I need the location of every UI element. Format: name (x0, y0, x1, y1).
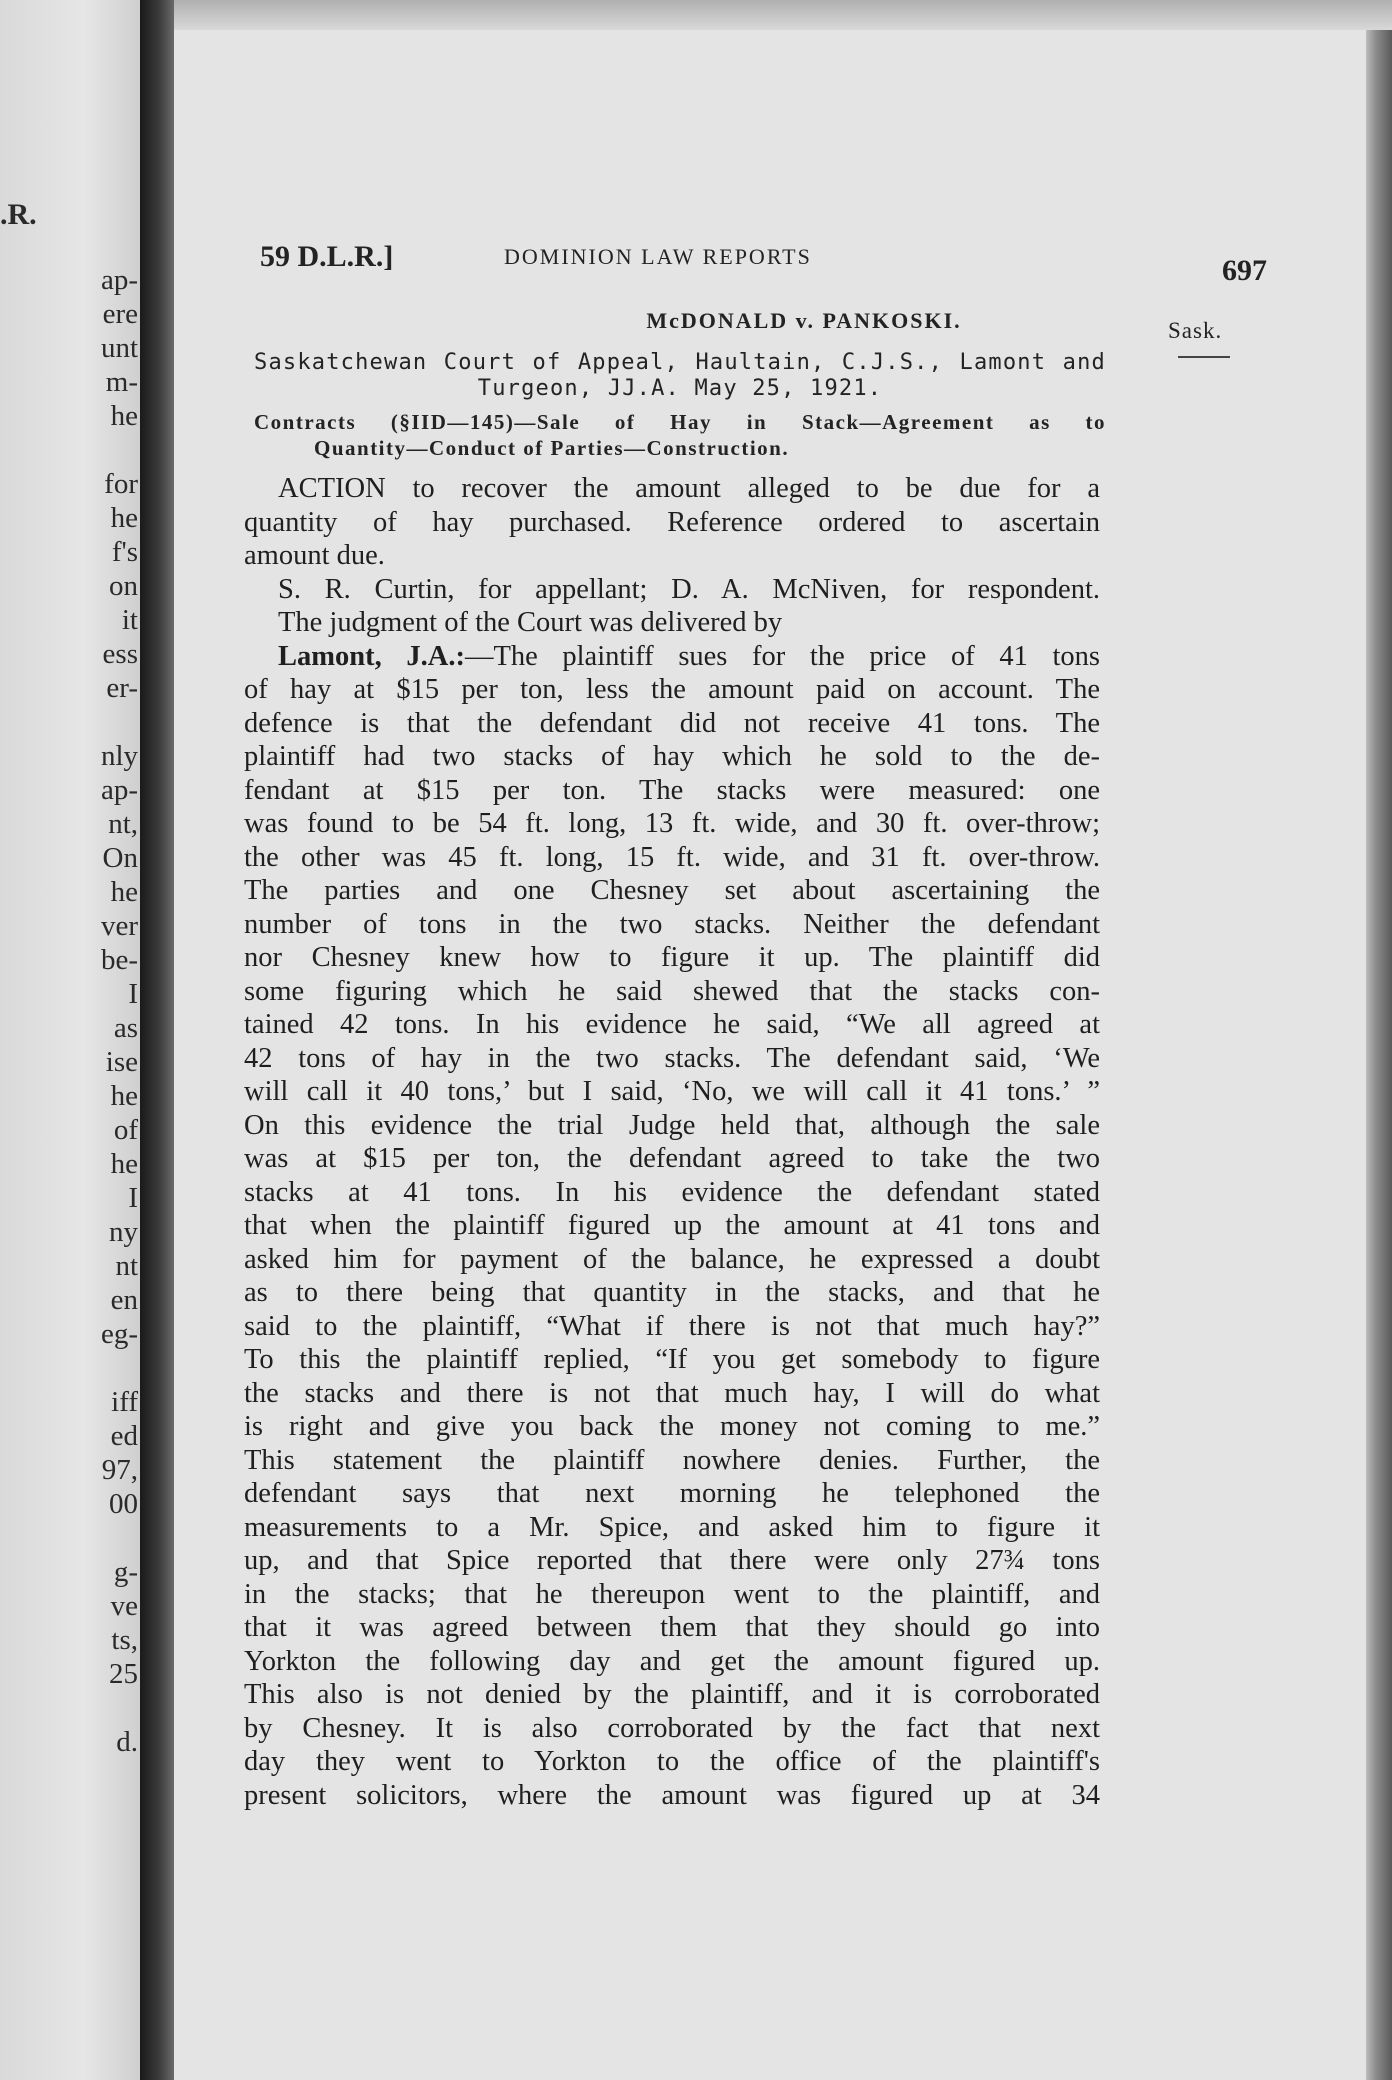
body-line (244, 1276, 1100, 1310)
facing-page-text-fragment: he (110, 1080, 138, 1112)
body-line-text: stacks at 41 tons. In his evidence the defendant stated (244, 1176, 1100, 1208)
body-line (244, 1008, 1100, 1042)
facing-page-text-fragment: ve (110, 1590, 138, 1622)
body-line (244, 908, 1100, 942)
body-line (244, 673, 1100, 707)
facing-page-fragment (0, 0, 140, 2080)
document-page (174, 30, 1366, 2080)
body-line-text: was found to be 54 ft. long, 13 ft. wide, and 30 ft. over-throw; (244, 808, 1100, 839)
facing-page-text-fragment: ed (110, 1420, 138, 1452)
page-top-edge (174, 0, 1392, 30)
body-line-text: number of tons in the two stacks. Neither the defendant (244, 908, 1100, 940)
body-line (244, 841, 1100, 875)
body-line (244, 1209, 1100, 1243)
facing-page-text-fragment: for (104, 468, 138, 500)
facing-page-text-fragment: of (113, 1114, 138, 1146)
body-line (244, 573, 1100, 607)
body-line-text: The parties and one Chesney set about ascertaining the (244, 875, 1100, 906)
body-line-text: nor Chesney knew how to figure it up. The plaintiff did (244, 942, 1100, 973)
facing-page-text-fragment: I (128, 978, 138, 1010)
facing-page-text-fragment: .R. (0, 198, 37, 231)
facing-page-text-fragment: m- (105, 366, 138, 398)
body-line (244, 1477, 1100, 1511)
facing-page-text-fragment: as (113, 1012, 138, 1044)
body-line-text: plaintiff had two stacks of hay which he sold to the de- (244, 741, 1100, 772)
body-line-text: This statement the plaintiff nowhere denies. Further, the (244, 1444, 1100, 1476)
body-line-text: that when the plaintiff figured up the amount at 41 tons and (244, 1210, 1100, 1241)
body-line-text: tained 42 tons. In his evidence he said, “We all agreed at (244, 1009, 1100, 1040)
facing-page-text-fragment: he (110, 502, 138, 534)
body-line (244, 1678, 1100, 1712)
facing-page-text-fragment: ere (102, 298, 138, 330)
body-line (244, 1544, 1100, 1578)
body-line-text: by Chesney. It is also corroborated by the fact that next (244, 1712, 1100, 1744)
facing-page-text-fragment: ver (100, 910, 138, 942)
body-line (244, 1712, 1100, 1746)
body-line-text: said to the plaintiff, “What if there is not that much hay?” (244, 1310, 1100, 1342)
body-line-text: measurements to a Mr. Spice, and asked him to figure it (244, 1511, 1100, 1543)
facing-page-text-fragment: en (110, 1284, 138, 1316)
headnote-line-1: Contracts (§IID—145)—Sale of Hay in Stack—Agreement as to (254, 410, 1106, 434)
body-line-text: amount due. (244, 540, 385, 571)
body-line (244, 1511, 1100, 1545)
facing-page-text-fragment: ny (109, 1216, 138, 1248)
facing-page-text-fragment: ap- (100, 774, 138, 806)
judge-name: Lamont, J.A.: (278, 640, 465, 672)
headnote-line-2: Quantity—Conduct of Parties—Construction. (314, 436, 790, 460)
page-number: 697 (1222, 254, 1267, 287)
facing-page-text-fragment: I (128, 1182, 138, 1214)
body-line-text: the stacks and there is not that much hay, I will do what (244, 1377, 1100, 1409)
body-line-text: asked him for payment of the balance, he expressed a doubt (244, 1243, 1100, 1275)
body-line-text: 42 tons of hay in the two stacks. The defendant said, ‘We (244, 1042, 1100, 1074)
body-line (244, 1075, 1100, 1109)
body-line (244, 506, 1100, 540)
running-head-title: DOMINION LAW REPORTS (504, 244, 812, 269)
body-line (244, 1176, 1100, 1210)
court-line-1: Saskatchewan Court of Appeal, Haultain, C.J.S., Lamont and (254, 350, 1106, 375)
body-line-text: The judgment of the Court was delivered by (278, 607, 783, 638)
body-line (244, 1779, 1100, 1813)
facing-page-text-fragment: ise (105, 1046, 138, 1078)
facing-page-text-fragment: ess (102, 638, 138, 670)
court-line-2: Turgeon, JJ.A. May 25, 1921. (477, 376, 883, 401)
facing-page-text-fragment: on (109, 570, 138, 602)
body-line-text: defence is that the defendant did not receive 41 tons. The (244, 707, 1100, 739)
body-line (244, 640, 1100, 674)
body-line-text: will call it 40 tons,’ but I said, ‘No, we will call it 41 tons.’ ” (244, 1076, 1100, 1107)
body-line-text: as to there being that quantity in the stacks, and that he (244, 1277, 1100, 1308)
facing-page-text-fragment: nly (100, 740, 138, 772)
facing-page-text-fragment: ts, (111, 1624, 138, 1656)
facing-page-text-fragment: unt (100, 332, 138, 364)
facing-page-text-fragment: he (110, 400, 138, 432)
body-line (244, 1578, 1100, 1612)
body-line (244, 1444, 1100, 1478)
body-line (244, 1243, 1100, 1277)
facing-page-text-fragment: he (110, 876, 138, 908)
body-line-text: of hay at $15 per ton, less the amount paid on account. The (244, 674, 1100, 705)
body-line-text: day they went to Yorkton to the office of the plaintiff's (244, 1746, 1100, 1777)
facing-page-text-fragment: nt (115, 1250, 138, 1282)
body-line (244, 740, 1100, 774)
body-line (244, 1310, 1100, 1344)
facing-page-text-fragment: er- (106, 672, 138, 704)
body-line-text: in the stacks; that he thereupon went to the plaintiff, and (244, 1578, 1100, 1610)
facing-page-text-fragment: 25 (109, 1658, 138, 1690)
body-line-text: Yorkton the following day and get the amount figured up. (244, 1645, 1100, 1677)
running-head-volume: 59 D.L.R.] (260, 240, 394, 273)
judgment-body (244, 472, 1100, 1812)
body-line (244, 1645, 1100, 1679)
facing-page-text-fragment: g- (113, 1556, 138, 1588)
body-line (244, 707, 1100, 741)
body-line (244, 1042, 1100, 1076)
body-line-text: quantity of hay purchased. Reference ordered to ascertain (244, 506, 1100, 538)
body-line-text: —The plaintiff sues for the price of 41 tons (464, 640, 1100, 672)
body-line (244, 941, 1100, 975)
body-line (244, 539, 1100, 573)
body-line-text: is right and give you back the money not coming to me.” (244, 1411, 1100, 1442)
facing-page-text-fragment: eg- (100, 1318, 138, 1350)
body-line-text: that it was agreed between them that they should go into (244, 1612, 1100, 1643)
body-line-text: present solicitors, where the amount was figured up at 34 (244, 1779, 1100, 1811)
body-line (244, 1611, 1100, 1645)
body-line (244, 1377, 1100, 1411)
book-gutter (140, 0, 174, 2080)
body-line-text: To this the plaintiff replied, “If you get somebody to figure (244, 1344, 1100, 1375)
marginal-rule (1178, 356, 1230, 358)
body-line-text: S. R. Curtin, for appellant; D. A. McNiven, for respondent. (278, 573, 1100, 605)
page-right-edge (1366, 30, 1392, 2080)
facing-page-text-fragment: 00 (109, 1488, 138, 1520)
body-line (244, 1343, 1100, 1377)
facing-page-text-fragment: nt, (108, 808, 138, 840)
facing-page-text-fragment: On (102, 842, 138, 874)
body-line-text: defendant says that next morning he telephoned the (244, 1478, 1100, 1509)
facing-page-text-fragment: be- (100, 944, 138, 976)
body-line (244, 472, 1100, 506)
body-line-text: was at $15 per ton, the defendant agreed to take the two (244, 1143, 1100, 1174)
body-line (244, 1109, 1100, 1143)
facing-page-text-fragment: f's (111, 536, 138, 568)
body-line (244, 874, 1100, 908)
province-marginal-note: Sask. (1168, 318, 1223, 343)
facing-page-text-fragment: iff (111, 1386, 138, 1418)
body-line (244, 774, 1100, 808)
body-line (244, 606, 1100, 640)
case-title: McDONALD v. PANKOSKI. (646, 308, 962, 333)
body-line (244, 975, 1100, 1009)
facing-page-text-fragment: 97, (101, 1454, 138, 1486)
body-line-text: This also is not denied by the plaintiff, and it is corroborated (244, 1679, 1100, 1710)
facing-page-text-fragment: he (110, 1148, 138, 1180)
body-line-text: On this evidence the trial Judge held that, although the sale (244, 1109, 1100, 1141)
body-line (244, 1142, 1100, 1176)
facing-page-text-fragment: ap- (100, 264, 138, 296)
body-line-text: the other was 45 ft. long, 15 ft. wide, and 31 ft. over-throw. (244, 841, 1100, 873)
body-line (244, 807, 1100, 841)
body-line (244, 1410, 1100, 1444)
body-line-text: fendant at $15 per ton. The stacks were measured: one (244, 774, 1100, 806)
body-line-text: ACTION to recover the amount alleged to be due for a (278, 473, 1100, 504)
body-line-text: some figuring which he said shewed that the stacks con- (244, 975, 1100, 1007)
facing-page-text-fragment: it (121, 604, 138, 636)
body-line-text: up, and that Spice reported that there were only 27¾ tons (244, 1545, 1100, 1576)
facing-page-text-fragment: d. (116, 1726, 138, 1758)
body-line (244, 1745, 1100, 1779)
